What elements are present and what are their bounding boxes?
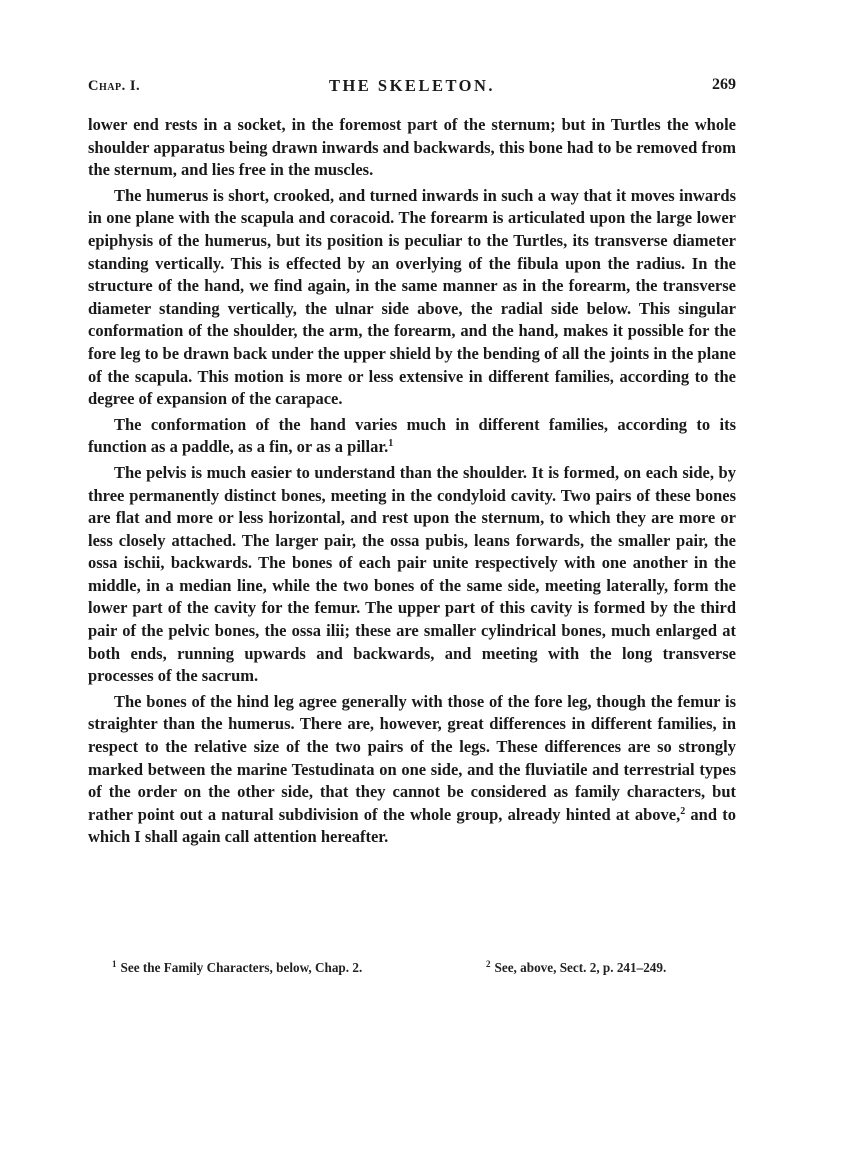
footnote-2: [486, 960, 666, 976]
paragraph: [88, 462, 736, 688]
page: [88, 70, 736, 849]
chapter-label: Chap. I.: [88, 78, 141, 94]
paragraph: [88, 691, 736, 849]
running-head: [88, 70, 736, 100]
paragraph-text: The humerus is short, crooked, and turned inwards in such a way that it moves inwards in one plane with the scapula and coracoid. The forearm is articulated upon the large lower epiphysis of the humerus, but its position is peculiar to the Turtles, its transverse diameter standing vertically. This is effected by an overlying of the fibula upon the radius. In the structure of the hand, we find again, in the same manner as in the forearm, the transverse diameter standing vertically, the ulnar side above, the radial side below. This singular conformation of the shoulder, the arm, the forearm, and the hand, makes it possible for the fore leg to be drawn back under the upper shield by the bending of all the joints in the plane of the scapula. This motion is more or less extensive in different families, according to the degree of expansion of the carapace.: [88, 185, 736, 409]
paragraph-text: lower end rests in a socket, in the foremost part of the sternum; but in Turtles the whole shoulder apparatus being drawn inwards and backwards, this bone had to be removed from the sternum, and lies free in the muscles.: [88, 115, 736, 180]
paragraph: [88, 414, 736, 459]
footnote-1: [112, 960, 362, 976]
paragraph: [88, 114, 736, 182]
running-title: THE SKELETON.: [328, 76, 496, 95]
paragraph-text: The pelvis is much easier to understand than the shoulder. It is formed, on each side, by three permanently distinct bones, meeting in the condyloid cavity. Two pairs of these bones are flat and more or less horizontal, and rest upon the sternum, to which they are more or less closely attached. The larger pair, the ossa pubis, leans forwards, the smaller pair, the ossa ischii, backwards. The bones of each pair unite respectively with one another in the middle, in a median line, while the two bones of the same side, meeting laterally, form the lower part of the cavity for the femur. The upper part of this cavity is formed by the third pair of the pelvic bones, the ossa ilii; these are smaller cylindrical bones, much enlarged at both ends, running upwards and backwards, and meeting with the long transverse processes of the sacrum.: [88, 462, 736, 686]
footnote-reference: 1: [388, 438, 394, 450]
footnote-text: See the Family Characters, below, Chap. 2.: [120, 960, 363, 975]
footnote-text: See, above, Sect. 2, p. 241–249.: [494, 960, 667, 975]
footnote-reference: 2: [680, 805, 686, 817]
paragraph-text: The conformation of the hand varies much in different families, according to its function as a paddle, as a fin, or as a pillar.: [88, 414, 736, 457]
footnote-mark: 2: [486, 959, 491, 969]
body-text: [88, 114, 736, 849]
paragraph-text: The bones of the hind leg agree generally with those of the fore leg, though the femur is straighter than the humerus. There are, however, great differences in different families, in respect to the relative size of the two pairs of the legs. These differences are so strongly marked between the marine Testudinata on one side, and the fluviatile and terrestrial types of the order on the other side, that they cannot be considered as family characters, but rather point out a natural subdivision of the whole group, already hinted at above,: [88, 691, 736, 824]
paragraph: [88, 185, 736, 411]
page-number: 269: [712, 76, 736, 93]
footnote-mark: 1: [112, 959, 117, 969]
paragraph-text: and to which I shall again call attention hereafter.: [88, 804, 736, 847]
